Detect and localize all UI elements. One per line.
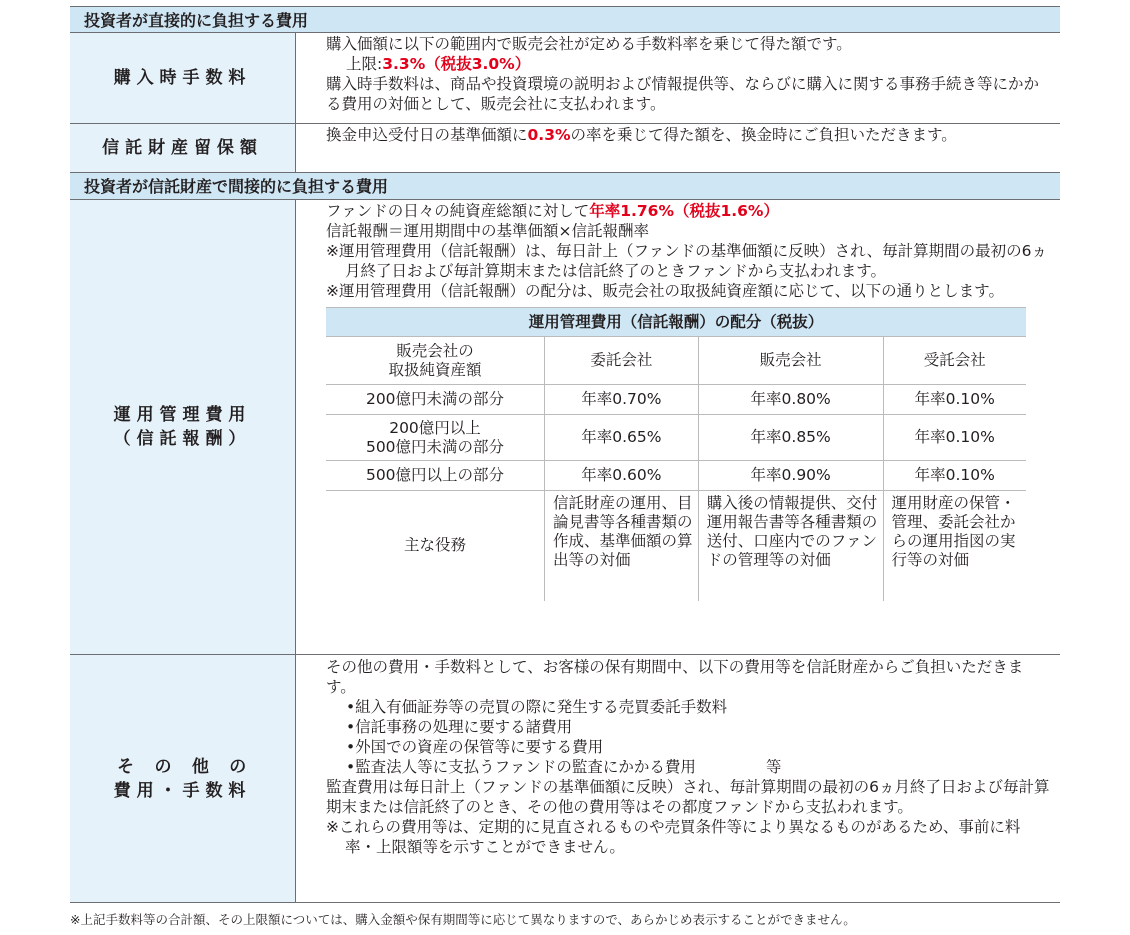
bullet-4	[326, 757, 1050, 777]
bullet-3: •外国での資産の保管等に要する費用	[346, 738, 604, 756]
allocation-row	[326, 461, 1026, 491]
allocation-title: 運用管理費用（信託報酬）の配分（税抜）	[326, 308, 1026, 337]
mgmt-note1: ※運用管理費用（信託報酬）は、毎日計上（ファンドの基準価額に反映）され、毎計算期間の最初の6ヵ月終了日および毎計算期末または信託終了のときファンドから支払われます。	[326, 242, 1047, 280]
mgmt-note2: ※運用管理費用（信託報酬）の配分は、販売会社の取扱純資産額に応じて、以下の通りとします。	[326, 282, 1004, 300]
row-other-fees	[70, 655, 1060, 903]
label-other-fees-1: そ の 他 の	[117, 756, 248, 777]
allocation-row	[326, 385, 1026, 415]
retention-text2: の率を乗じて得た額を、換金時にご負担いただきます。	[570, 126, 957, 144]
row-purchase-fee	[70, 33, 1060, 124]
label-management-fee	[70, 200, 296, 654]
row-management-fee	[70, 200, 1060, 655]
role-trustee: 運用財産の保管・管理、委託会社からの運用指図の実行等の対価	[883, 491, 1026, 601]
label-retention: 信託財産留保額	[70, 124, 296, 172]
rate-cell: 年率0.10%	[883, 461, 1026, 491]
retention-rate: 0.3%	[527, 126, 571, 144]
allocation-row	[326, 415, 1026, 461]
fee-table	[70, 6, 1060, 903]
content-management-fee	[296, 200, 1060, 654]
purchase-fee-cap	[326, 54, 1050, 74]
role-trustor: 信託財産の運用、目論見書等各種書類の作成、基準価額の算出等の対価	[545, 491, 699, 601]
cap-value: 3.3%（税抜3.0%）	[382, 55, 531, 73]
bullet-4-text: •監査法人等に支払うファンドの監査にかかる費用	[346, 758, 696, 776]
other-fees-para2: 監査費用は毎日計上（ファンドの基準価額に反映）され、毎計算期間の最初の6ヵ月終了日および毎計算期末または信託終了のとき、その他の費用等はその都度ファンドから支払われます。	[326, 778, 1050, 816]
mgmt-rate-value: 年率1.76%（税抜1.6%）	[589, 202, 779, 220]
role-label: 主な役務	[326, 491, 545, 601]
label-management-fee-text: 運用管理費用（信託報酬）	[113, 405, 252, 449]
rate-cell: 年率0.10%	[883, 385, 1026, 415]
label-other-fees-2: 費用・手数料	[113, 780, 252, 801]
rate-cell: 年率0.10%	[883, 415, 1026, 461]
role-distributor: 購入後の情報提供、交付運用報告書等各種書類の送付、口座内でのファンドの管理等の対価	[698, 491, 883, 601]
rate-cell: 年率0.85%	[698, 415, 883, 461]
cap-prefix: 上限:	[346, 55, 383, 73]
rate-cell: 年率0.90%	[698, 461, 883, 491]
tier-label: 500億円以上の部分	[326, 461, 545, 491]
content-purchase-fee	[296, 33, 1060, 123]
mgmt-rate-text: ファンドの日々の純資産総額に対して	[326, 202, 590, 220]
allocation-table	[326, 307, 1026, 601]
content-other-fees	[296, 655, 1060, 902]
rate-cell: 年率0.80%	[698, 385, 883, 415]
label-other-fees	[70, 655, 296, 902]
header-trustee: 受託会社	[883, 337, 1026, 385]
footnote: ※上記手数料等の合計額、その上限額については、購入金額や保有期間等に応じて異なりますので、あらかじめ表示することができません。	[70, 912, 856, 927]
rate-cell: 年率0.70%	[545, 385, 699, 415]
section-header-direct: 投資者が直接的に負担する費用	[70, 6, 1060, 33]
rate-cell: 年率0.60%	[545, 461, 699, 491]
rate-cell: 年率0.65%	[545, 415, 699, 461]
purchase-fee-line1: 購入価額に以下の範囲内で販売会社が定める手数料率を乗じて得た額です。	[326, 35, 852, 53]
bullet-4-suffix: 等	[765, 758, 782, 776]
bullet-1: •組入有価証券等の売買の際に発生する売買委託手数料	[346, 698, 728, 716]
row-retention	[70, 124, 1060, 173]
allocation-role-row	[326, 491, 1026, 601]
bullet-2: •信託事務の処理に要する諸費用	[346, 718, 573, 736]
mgmt-rate-line	[326, 201, 1050, 221]
purchase-fee-desc: 購入時手数料は、商品や投資環境の説明および情報提供等、ならびに購入に関する事務手続き等にかかる費用の対価として、販売会社に支払われます。	[326, 75, 1040, 113]
label-purchase-fee: 購入時手数料	[70, 33, 296, 123]
tier-label: 200億円未満の部分	[326, 385, 545, 415]
header-distributor: 販売会社	[698, 337, 883, 385]
other-fees-note: ※これらの費用等は、定期的に見直されるものや売買条件等により異なるものがあるため、事前に料率・上限額等を示すことができません。	[326, 818, 1021, 856]
tier-label: 200億円以上 500億円未満の部分	[326, 415, 545, 461]
header-aum: 販売会社の 取扱純資産額	[326, 337, 545, 385]
section-header-indirect: 投資者が信託財産で間接的に負担する費用	[70, 173, 1060, 200]
header-trustor: 委託会社	[545, 337, 699, 385]
content-retention	[296, 124, 1060, 172]
retention-text1: 換金申込受付日の基準価額に	[326, 126, 528, 144]
mgmt-formula: 信託報酬＝運用期間中の基準価額×信託報酬率	[326, 222, 649, 240]
other-fees-para1: その他の費用・手数料として、お客様の保有期間中、以下の費用等を信託財産からご負担いただきます。	[326, 658, 1024, 696]
